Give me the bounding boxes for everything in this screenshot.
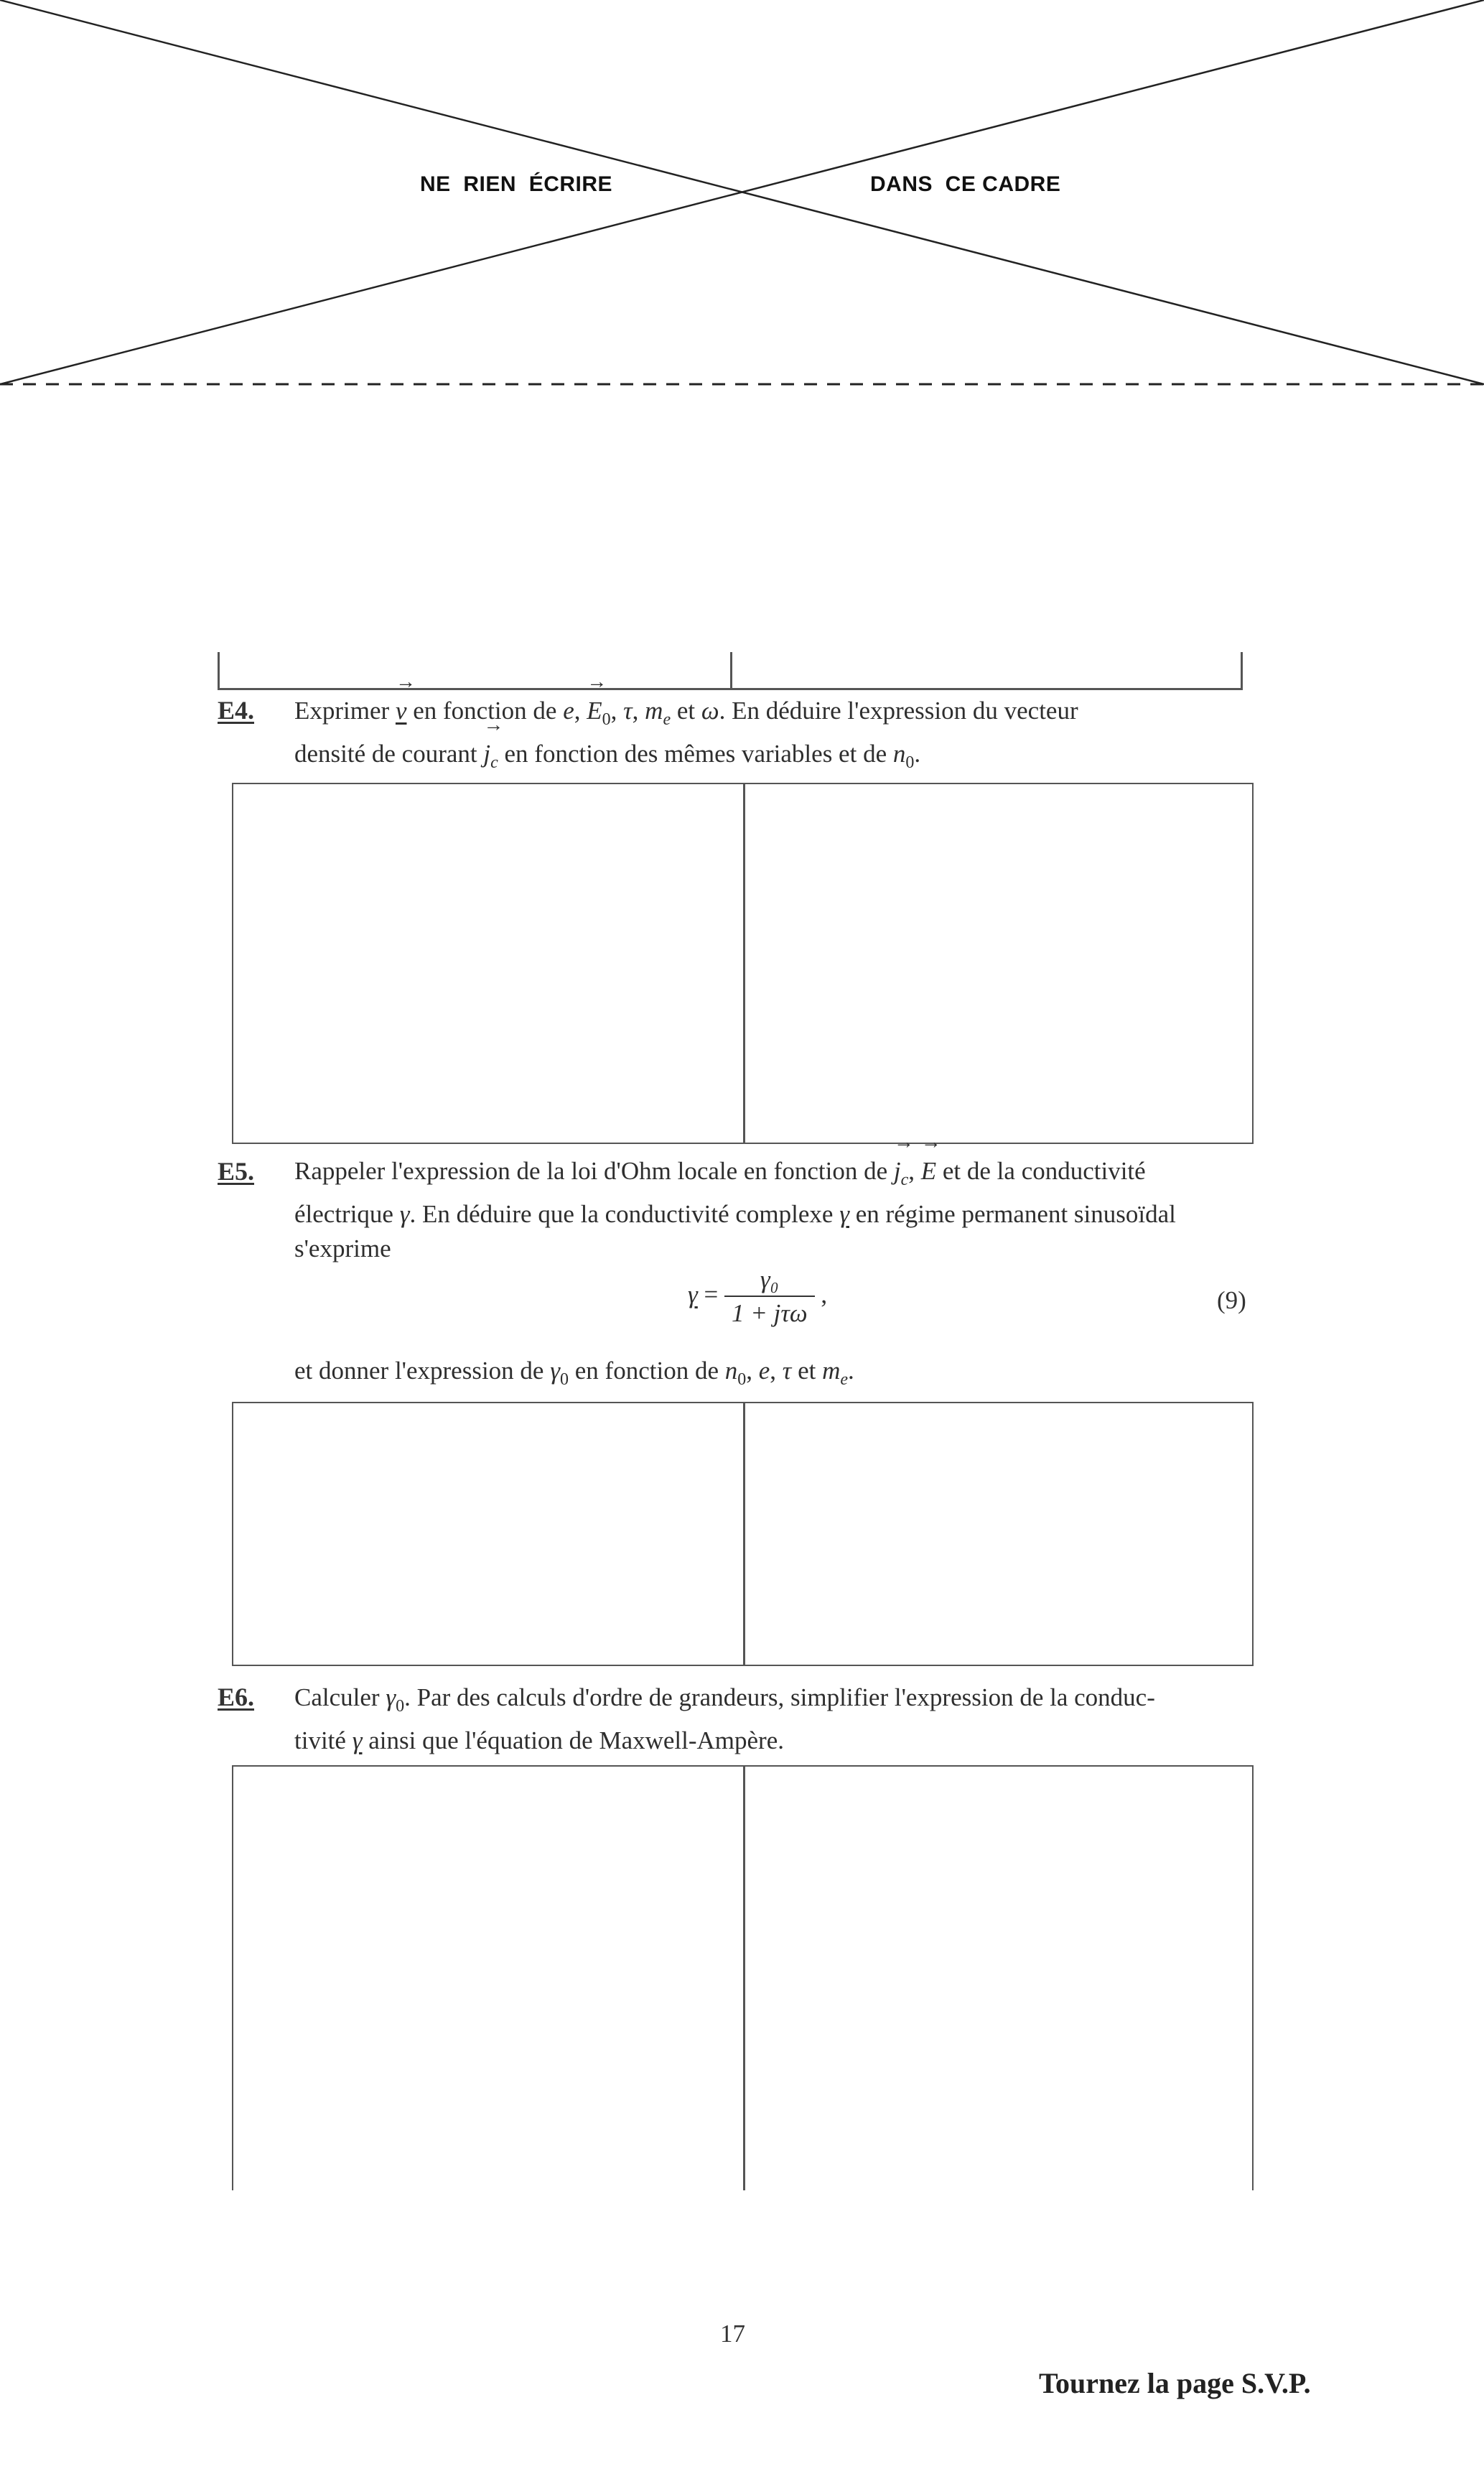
answer-box-divider: [743, 1403, 745, 1665]
e6-line-1: Calculer $\gamma_0$. Par des calculs d'ordre de grandeurs, simplifier l'expression de la conduc-: [294, 1683, 1155, 1716]
prev-box-divider: [730, 652, 732, 689]
vector-jc: → j: [483, 737, 490, 771]
prev-box-right-edge: [1241, 652, 1243, 689]
question-text-e6: [294, 1680, 1256, 1758]
vector-E0: → E: [587, 694, 602, 728]
header-cross-frame: [0, 0, 1484, 402]
page-number: 17: [720, 2320, 745, 2348]
question-number-e6: E6.: [218, 1683, 255, 1711]
e5-line-2: électrique γ. En déduire que la conductivité complexe γ en régime permanent sinusoïdal: [294, 1200, 1176, 1228]
answer-box-divider: [743, 784, 745, 1143]
e5-line-1: Rappeler l'expression de la loi d'Ohm locale en fonction de → $j_c$, → E et de la conductivité: [294, 1154, 1256, 1197]
header-left-text: NE RIEN ÉCRIRE: [420, 172, 613, 196]
e6-line-2: tivité γ ainsi que l'équation de Maxwell-Ampère.: [294, 1726, 784, 1754]
prev-box-left-edge: [218, 652, 220, 689]
turn-page-note: Tournez la page S.V.P.: [1039, 2367, 1311, 2399]
header-right-text: DANS CE CADRE: [870, 172, 1061, 196]
equation-9: γ = $\frac{\text{γ₀}}{\text{1 + jτω}}$ ,: [688, 1265, 828, 1327]
equation-number: (9): [1217, 1286, 1246, 1314]
prev-box-bottom: [218, 688, 1243, 690]
question-number-e5: E5.: [218, 1157, 255, 1186]
vector-v: → v: [396, 694, 407, 728]
answer-box-e6[interactable]: [232, 1765, 1254, 2190]
e5-line-3: s'exprime: [294, 1234, 391, 1262]
e4-line-2: densité de courant → $j_c$ en fonction des mêmes variables et de $n_0$.: [294, 737, 1256, 780]
answer-box-e5[interactable]: [232, 1402, 1254, 1666]
e5-followup-text: et donner l'expression de $\gamma_0$ en fonction de $n_0$, e, τ et $m_e$.: [294, 1357, 854, 1389]
answer-box-e4[interactable]: [232, 783, 1254, 1144]
question-number-e4: E4.: [218, 696, 255, 725]
e4-line-1: Exprimer → v en fonction de e, → $E_0$, τ, $m_e$ et ω. En déduire l'expression du vecteur: [294, 694, 1256, 737]
question-text-e5: [294, 1154, 1256, 1266]
answer-box-divider: [743, 1767, 745, 2190]
question-text-e4: [294, 694, 1256, 780]
